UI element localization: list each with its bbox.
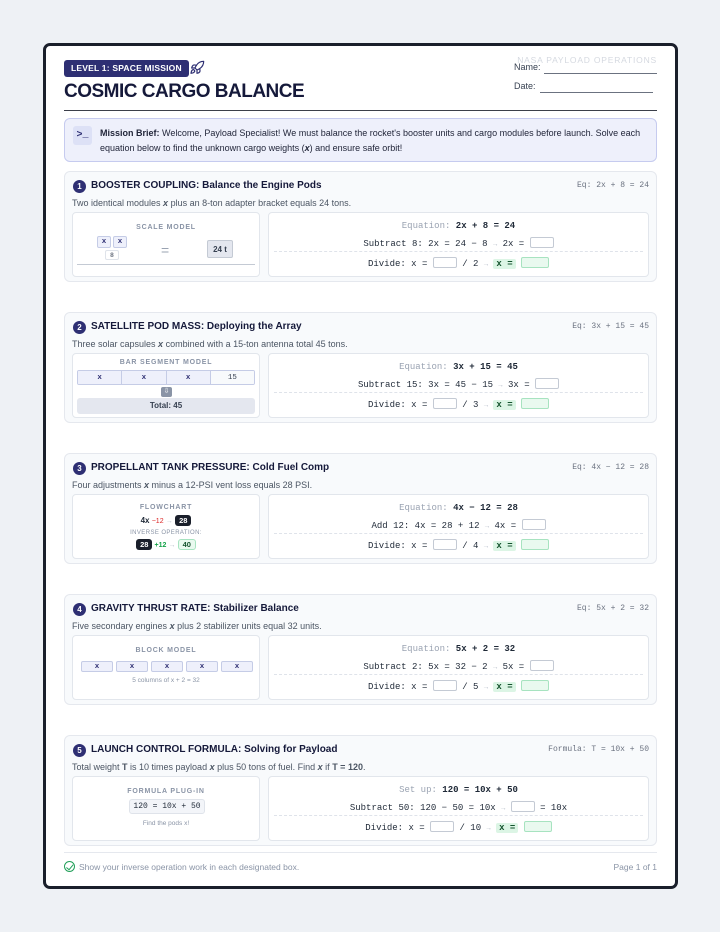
problem-equation: Eq: 3x + 15 = 45: [572, 322, 649, 331]
answer-box[interactable]: [433, 539, 457, 550]
problem-number: 5: [73, 744, 86, 757]
solution-steps: [268, 776, 649, 841]
x-block: x: [113, 236, 127, 248]
step-divide: Divide: x = / 3 → x =: [269, 398, 648, 410]
rocket-icon: [189, 60, 205, 76]
terminal-icon: >_: [73, 126, 92, 145]
x-block: x: [186, 661, 218, 672]
footer-note: Show your inverse operation work in each designated box.: [79, 862, 300, 872]
bar-segment-x: x: [167, 371, 211, 384]
x-block: x: [97, 236, 111, 248]
x-block: x: [151, 661, 183, 672]
check-circle-icon: [64, 861, 75, 872]
final-answer-box[interactable]: [521, 539, 549, 550]
problem-card-4: [64, 594, 657, 705]
answer-box[interactable]: [530, 237, 554, 248]
mission-brief: [64, 118, 657, 162]
problem-number: 1: [73, 180, 86, 193]
model-title: SCALE MODEL: [136, 224, 196, 231]
forward-flow: 4x −12 → 28: [73, 515, 259, 526]
answer-box[interactable]: [433, 257, 457, 268]
problem-description: Five secondary engines x plus 2 stabilizer units equal 32 units.: [72, 621, 322, 631]
problem-card-1: [64, 171, 657, 282]
problem-title: SATELLITE POD MASS: Deploying the Array: [91, 321, 302, 332]
formula-box: 120 = 10x + 50: [129, 799, 205, 814]
solution-steps: [268, 353, 649, 418]
problem-description: Two identical modules x plus an 8-ton adapter bracket equals 24 tons.: [72, 198, 352, 208]
worksheet: [43, 43, 678, 889]
step-divide: Divide: x = / 5 → x =: [269, 680, 648, 692]
answer-box[interactable]: [522, 519, 546, 530]
model-title: FORMULA PLUG-IN: [127, 788, 205, 795]
name-field[interactable]: [514, 62, 541, 72]
problem-description: Three solar capsules x combined with a 15-ton antenna total 45 tons.: [72, 339, 348, 349]
answer-box[interactable]: [433, 680, 457, 691]
equals-sign: =: [161, 242, 170, 258]
page-title: COSMIC CARGO BALANCE: [64, 81, 305, 102]
brief-text: Mission Brief: Welcome, Payload Specialist! We must balance the rocket's booster units and cargo modules before launch. Solve each equation below to find the unknown cargo weights (x) and ensure safe orbit!: [100, 128, 641, 153]
step-subtract: Subtract 2: 5x = 32 − 2 → 5x =: [269, 660, 648, 672]
step-add: Add 12: 4x = 28 + 12 → 4x =: [269, 519, 648, 531]
problem-number: 2: [73, 321, 86, 334]
bar-total: Total: 45: [77, 398, 255, 414]
problem-number: 4: [73, 603, 86, 616]
model-note: Find the pods x!: [142, 820, 190, 827]
problem-card-5: [64, 735, 657, 846]
problem-title: BOOSTER COUPLING: Balance the Engine Pods: [91, 180, 322, 191]
date-field[interactable]: [514, 81, 536, 91]
problem-equation: Eq: 5x + 2 = 32: [576, 604, 649, 613]
bar-segment-model: [72, 353, 260, 418]
answer-box[interactable]: [530, 660, 554, 671]
step-equation: Equation: 5x + 2 = 32: [401, 644, 516, 654]
answer-box[interactable]: [511, 801, 535, 812]
problem-equation: Eq: 2x + 8 = 24: [576, 181, 649, 190]
problem-number: 3: [73, 462, 86, 475]
model-title: FLOWCHART: [139, 504, 193, 511]
formula-model: [72, 776, 260, 841]
level-badge: LEVEL 1: SPACE MISSION: [64, 60, 189, 77]
footer-divider: [64, 852, 657, 853]
answer-box[interactable]: [433, 398, 457, 409]
step-subtract: Subtract 15: 3x = 45 − 15 → 3x =: [269, 378, 648, 390]
bar-segment-x: x: [78, 371, 122, 384]
bar-segment-x: x: [122, 371, 166, 384]
flowchart-model: [72, 494, 260, 559]
inverse-flow: 28 +12 → 40: [73, 539, 259, 550]
weight-block-right: 24 t: [207, 240, 233, 258]
solution-steps: [268, 635, 649, 700]
step-equation: Equation: 2x + 8 = 24: [401, 221, 516, 231]
problem-equation: Eq: 4x − 12 = 28: [572, 463, 649, 472]
step-divide: Divide: x = / 4 → x =: [269, 539, 648, 551]
bar-segment-constant: 15: [211, 371, 254, 384]
final-answer-box[interactable]: [521, 257, 549, 268]
problem-description: Four adjustments x minus a 12-PSI vent loss equals 28 PSI.: [72, 480, 313, 490]
step-equation: Equation: 3x + 15 = 45: [399, 362, 518, 372]
problem-title: GRAVITY THRUST RATE: Stabilizer Balance: [91, 603, 299, 614]
weight-block: 8: [105, 250, 119, 260]
final-answer-box[interactable]: [524, 821, 552, 832]
x-block: x: [81, 661, 113, 672]
final-answer-box[interactable]: [521, 680, 549, 691]
solution-steps: [268, 494, 649, 559]
name-label: Name:: [514, 62, 541, 72]
step-subtract: Subtract 8: 2x = 24 − 8 → 2x =: [269, 237, 648, 249]
watermark: NASA PAYLOAD OPERATIONS: [517, 55, 657, 65]
x-block: x: [221, 661, 253, 672]
answer-box[interactable]: [535, 378, 559, 389]
final-answer-box[interactable]: [521, 398, 549, 409]
step-subtract: Subtract 50: 120 − 50 = 10x → = 10x: [349, 803, 568, 813]
problem-description: Total weight T is 10 times payload x plus 50 tons of fuel. Find x if T = 120.: [72, 762, 366, 772]
model-note: 5 columns of x + 2 = 32: [132, 677, 200, 684]
inverse-label: INVERSE OPERATION:: [130, 530, 202, 536]
problem-card-3: [64, 453, 657, 564]
problem-formula: Formula: T = 10x + 50: [548, 745, 649, 754]
step-equation: Equation: 4x − 12 = 28: [399, 503, 518, 513]
model-title: BLOCK MODEL: [135, 647, 197, 654]
step-setup: Set up: 120 = 10x + 50: [399, 785, 518, 795]
step-divide: Divide: x = / 2 → x =: [269, 257, 648, 269]
step-divide: Divide: x = / 10 → x =: [269, 821, 648, 833]
page-number: Page 1 of 1: [613, 862, 657, 872]
header-divider: [64, 110, 657, 111]
arrow-down-icon: ⇩: [161, 387, 172, 397]
scale-model: [72, 212, 260, 277]
answer-box[interactable]: [430, 821, 454, 832]
x-block: x: [116, 661, 148, 672]
problem-title: LAUNCH CONTROL FORMULA: Solving for Payload: [91, 744, 338, 755]
date-label: Date:: [514, 81, 536, 91]
solution-steps: [268, 212, 649, 277]
block-model: [72, 635, 260, 700]
problem-title: PROPELLANT TANK PRESSURE: Cold Fuel Comp: [91, 462, 330, 473]
model-title: BAR SEGMENT MODEL: [119, 359, 213, 366]
problem-card-2: [64, 312, 657, 423]
